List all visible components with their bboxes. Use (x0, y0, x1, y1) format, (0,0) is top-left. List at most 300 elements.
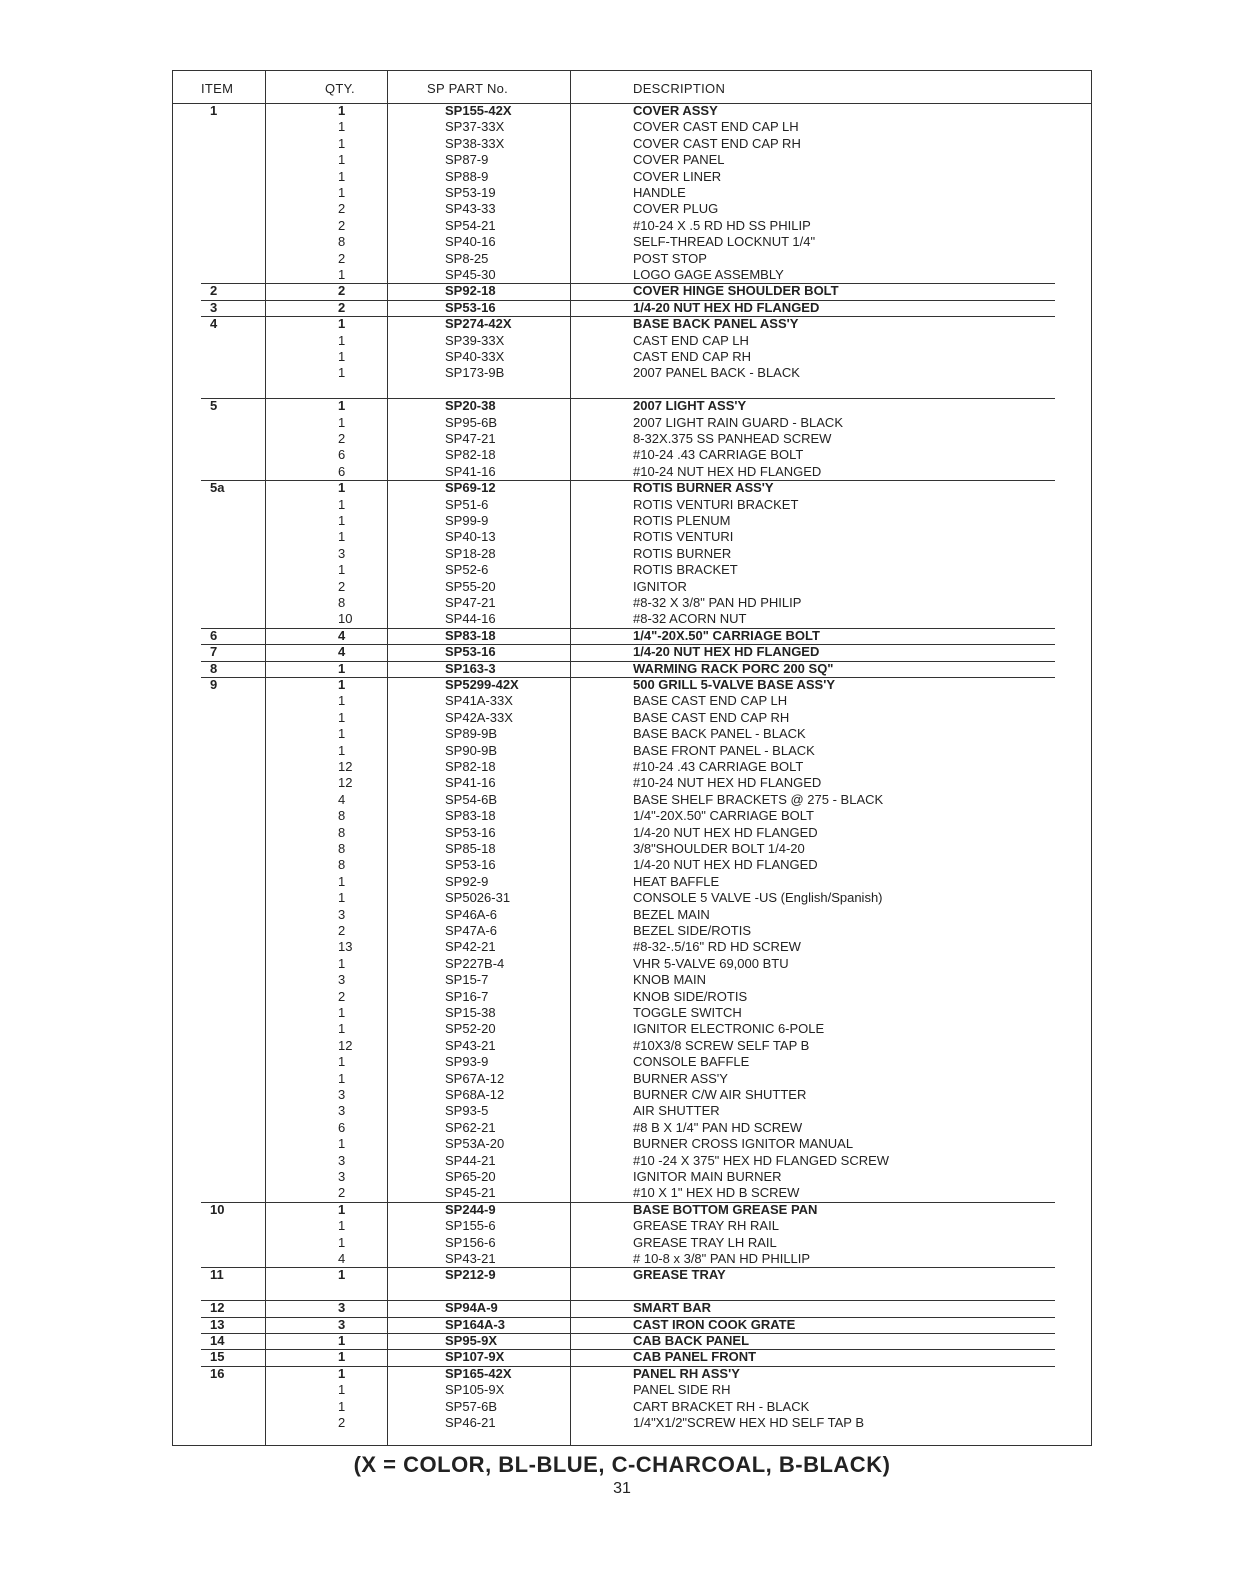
cell-description: CAST IRON COOK GRATE (633, 1316, 796, 1332)
cell-qty: 1 (338, 1398, 346, 1414)
cell-qty: 12 (338, 1037, 353, 1053)
cell-part-number: SP45-30 (445, 267, 496, 282)
cell-qty: 1 (338, 1349, 346, 1365)
cell-description: BURNER ASS'Y (633, 1070, 728, 1086)
cell-qty: 1 (338, 693, 346, 709)
cell-qty: 2 (338, 923, 346, 938)
cell-description: BURNER C/W AIR SHUTTER (633, 1087, 807, 1102)
cell-description: KNOB SIDE/ROTIS (633, 988, 748, 1004)
cell-qty: 1 (338, 726, 346, 742)
cell-description: #8-32-.5/16" RD HD SCREW (633, 939, 801, 955)
cell-part-number: SP69-12 (445, 480, 496, 496)
cell-item: 10 (210, 1201, 225, 1217)
cell-description: CONSOLE BAFFLE (633, 1054, 750, 1070)
table-row (173, 234, 1091, 250)
cell-part-number: SP42A-33X (445, 709, 513, 725)
table-row (173, 300, 1091, 316)
cell-part-number: SP52-6 (445, 562, 489, 578)
cell-description: COVER CAST END CAP RH (633, 135, 801, 151)
cell-qty: 8 (338, 808, 346, 824)
cell-description: COVER PLUG (633, 201, 719, 217)
table-row (173, 349, 1091, 365)
cell-qty: 10 (338, 611, 353, 627)
table-row (173, 1005, 1091, 1021)
cell-part-number: SP274-42X (445, 316, 512, 332)
cell-qty: 3 (338, 1316, 346, 1332)
table-row (173, 152, 1091, 168)
cell-part-number: SP47A-6 (445, 923, 498, 938)
cell-description: COVER CAST END CAP LH (633, 119, 799, 135)
table-row (173, 497, 1091, 513)
page-number: 31 (613, 1480, 631, 1497)
cell-part-number: SP107-9X (445, 1349, 505, 1365)
table-row (173, 743, 1091, 759)
cell-qty: 1 (338, 135, 346, 151)
cell-qty: 1 (338, 398, 346, 414)
cell-item: 8 (210, 660, 218, 676)
table-row (173, 1103, 1091, 1119)
cell-description: 1/4"-20X.50" CARRIAGE BOLT (633, 808, 814, 824)
cell-description: 2007 LIGHT ASS'Y (633, 398, 747, 414)
cell-qty: 1 (338, 1136, 346, 1152)
cell-part-number: SP164A-3 (445, 1316, 505, 1332)
table-row (173, 1415, 1091, 1431)
table-row (173, 726, 1091, 742)
cell-part-number: SP95-6B (445, 414, 498, 430)
cell-description: 2007 PANEL BACK - BLACK (633, 365, 800, 381)
cell-item: 13 (210, 1316, 225, 1332)
table-row (173, 1021, 1091, 1037)
cell-description: #10-24 NUT HEX HD FLANGED (633, 775, 822, 791)
cell-part-number: SP89-9B (445, 726, 498, 742)
cell-qty: 1 (338, 513, 346, 528)
cell-description: LOGO GAGE ASSEMBLY (633, 267, 784, 282)
table-row (173, 775, 1091, 791)
cell-qty: 1 (338, 267, 346, 282)
cell-description: #8-32 X 3/8" PAN HD PHILIP (633, 595, 802, 610)
table-row (173, 1300, 1091, 1316)
cell-description: CAB BACK PANEL (633, 1333, 750, 1348)
cell-qty: 1 (338, 414, 346, 430)
cell-qty: 1 (338, 1054, 346, 1070)
table-row (173, 431, 1091, 447)
table-row (173, 907, 1091, 923)
cell-description: CAB PANEL FRONT (633, 1349, 757, 1365)
cell-description: PANEL SIDE RH (633, 1382, 731, 1398)
table-row (173, 283, 1091, 299)
cell-qty: 2 (338, 299, 346, 315)
table-row (173, 136, 1091, 152)
cell-description: #10-24 X .5 RD HD SS PHILIP (633, 217, 811, 233)
cell-description: COVER PANEL (633, 152, 725, 168)
cell-part-number: SP165-42X (445, 1365, 512, 1381)
cell-part-number: SP82-18 (445, 447, 496, 463)
cell-description: ROTIS BRACKET (633, 562, 738, 578)
cell-qty: 1 (338, 103, 346, 118)
table-row (173, 365, 1091, 381)
table-row (173, 1284, 1091, 1300)
table-row (173, 1399, 1091, 1415)
table-row (173, 447, 1091, 463)
cell-part-number: SP92-9 (445, 873, 489, 889)
cell-qty: 4 (338, 644, 346, 660)
cell-qty: 1 (338, 349, 346, 364)
cell-qty: 1 (338, 119, 346, 135)
cell-part-number: SP155-42X (445, 103, 512, 118)
cell-part-number: SP53-16 (445, 644, 496, 660)
table-row (173, 546, 1091, 562)
table-row (173, 841, 1091, 857)
cell-description: 1/4-20 NUT HEX HD FLANGED (633, 299, 820, 315)
cell-part-number: SP5299-42X (445, 677, 519, 692)
header-part-number: SP PART No. (427, 81, 509, 96)
cell-part-number: SP57-6B (445, 1398, 498, 1414)
table-row (173, 825, 1091, 841)
table-row (173, 579, 1091, 595)
cell-part-number: SP156-6 (445, 1234, 496, 1250)
cell-qty: 1 (338, 185, 346, 200)
cell-qty: 1 (338, 529, 346, 545)
cell-part-number: SP44-21 (445, 1152, 496, 1168)
cell-qty: 1 (338, 1005, 346, 1020)
cell-part-number: SP83-18 (445, 808, 496, 824)
cell-qty: 1 (338, 890, 346, 906)
table-row (173, 1054, 1091, 1070)
cell-qty: 1 (338, 1267, 346, 1283)
cell-part-number: SP105-9X (445, 1382, 505, 1398)
cell-part-number: SP41A-33X (445, 693, 513, 709)
table-row (173, 415, 1091, 431)
cell-part-number: SP62-21 (445, 1119, 496, 1135)
cell-description: GREASE TRAY RH RAIL (633, 1218, 779, 1234)
header-description: DESCRIPTION (633, 81, 726, 96)
cell-description: ROTIS PLENUM (633, 513, 731, 528)
cell-qty: 1 (338, 496, 346, 512)
cell-description: HANDLE (633, 185, 686, 200)
table-row (173, 169, 1091, 185)
cell-part-number: SP54-21 (445, 217, 496, 233)
cell-description: TOGGLE SWITCH (633, 1005, 742, 1020)
cell-part-number: SP53-16 (445, 824, 496, 840)
cell-description: # 10-8 x 3/8" PAN HD PHILLIP (633, 1251, 811, 1266)
table-row (173, 1382, 1091, 1398)
cell-description: BEZEL SIDE/ROTIS (633, 923, 751, 938)
table-row (173, 611, 1091, 627)
cell-qty: 13 (338, 939, 353, 955)
cell-qty: 1 (338, 316, 346, 332)
cell-item: 5 (210, 398, 218, 414)
table-row (173, 644, 1091, 660)
cell-qty: 1 (338, 562, 346, 578)
cell-part-number: SP52-20 (445, 1021, 496, 1037)
cell-part-number: SP55-20 (445, 578, 496, 594)
cell-description: BASE CAST END CAP LH (633, 693, 788, 709)
table-row (173, 989, 1091, 1005)
cell-description: 500 GRILL 5-VALVE BASE ASS'Y (633, 677, 835, 692)
cell-part-number: SP227B-4 (445, 955, 505, 971)
cell-part-number: SP94A-9 (445, 1300, 498, 1316)
cell-item: 6 (210, 627, 218, 643)
cell-qty: 3 (338, 1300, 346, 1316)
cell-description: GREASE TRAY LH RAIL (633, 1234, 777, 1250)
table-row (173, 956, 1091, 972)
cell-description: 1/4-20 NUT HEX HD FLANGED (633, 824, 818, 840)
table-row (173, 1218, 1091, 1234)
table-row (173, 1317, 1091, 1333)
table-row (173, 1136, 1091, 1152)
cell-part-number: SP93-9 (445, 1054, 489, 1070)
cell-qty: 12 (338, 759, 353, 774)
cell-qty: 3 (338, 1152, 346, 1168)
cell-description: ROTIS BURNER (633, 545, 732, 561)
table-row (173, 464, 1091, 480)
cell-part-number: SP88-9 (445, 168, 489, 184)
cell-part-number: SP53A-20 (445, 1136, 505, 1152)
cell-description: BEZEL MAIN (633, 906, 710, 922)
table-row (173, 710, 1091, 726)
cell-qty: 1 (338, 332, 346, 348)
cell-item: 3 (210, 299, 218, 315)
cell-description: #10-24 .43 CARRIAGE BOLT (633, 447, 804, 463)
cell-description: BASE BACK PANEL - BLACK (633, 726, 806, 742)
header-qty: QTY. (325, 81, 355, 96)
table-row (173, 562, 1091, 578)
cell-qty: 4 (338, 1251, 346, 1266)
cell-qty: 2 (338, 250, 346, 266)
cell-description: BASE BACK PANEL ASS'Y (633, 316, 799, 332)
cell-part-number: SP15-7 (445, 972, 489, 988)
cell-part-number: SP92-18 (445, 283, 496, 299)
cell-part-number: SP67A-12 (445, 1070, 505, 1086)
table-row (173, 316, 1091, 332)
table-row (173, 267, 1091, 283)
table-row (173, 1038, 1091, 1054)
cell-qty: 1 (338, 1234, 346, 1250)
cell-item: 16 (210, 1365, 225, 1381)
cell-qty: 3 (338, 545, 346, 561)
table-row (173, 1267, 1091, 1283)
cell-qty: 6 (338, 1119, 346, 1135)
table-row (173, 218, 1091, 234)
cell-item: 14 (210, 1333, 225, 1348)
cell-qty: 6 (338, 463, 346, 479)
cell-qty: 3 (338, 1103, 346, 1119)
cell-item: 15 (210, 1349, 225, 1365)
cell-description: 1/4"X1/2"SCREW HEX HD SELF TAP B (633, 1415, 865, 1430)
cell-part-number: SP82-18 (445, 759, 496, 774)
cell-description: IGNITOR ELECTRONIC 6-POLE (633, 1021, 825, 1037)
cell-part-number: SP51-6 (445, 496, 489, 512)
cell-part-number: SP47-21 (445, 431, 496, 446)
cell-part-number: SP85-18 (445, 841, 496, 856)
table-row (173, 201, 1091, 217)
cell-item: 7 (210, 644, 218, 660)
cell-part-number: SP43-21 (445, 1251, 496, 1266)
cell-qty: 1 (338, 677, 346, 692)
table-row (173, 923, 1091, 939)
cell-description: 3/8"SHOULDER BOLT 1/4-20 (633, 841, 805, 856)
cell-part-number: SP44-16 (445, 611, 496, 627)
cell-part-number: SP93-5 (445, 1103, 489, 1119)
cell-qty: 1 (338, 1070, 346, 1086)
table-row (173, 103, 1091, 119)
cell-description: #8-32 ACORN NUT (633, 611, 747, 627)
cell-qty: 3 (338, 1087, 346, 1102)
cell-qty: 8 (338, 824, 346, 840)
cell-part-number: SP15-38 (445, 1005, 496, 1020)
parts-list-table (172, 70, 1092, 1446)
cell-qty: 1 (338, 1365, 346, 1381)
cell-part-number: SP244-9 (445, 1201, 496, 1217)
table-row (173, 661, 1091, 677)
cell-qty: 2 (338, 1415, 346, 1430)
cell-description: ROTIS VENTURI BRACKET (633, 496, 799, 512)
cell-part-number: SP41-16 (445, 463, 496, 479)
cell-description: #10 X 1" HEX HD B SCREW (633, 1185, 800, 1201)
cell-part-number: SP40-16 (445, 234, 496, 250)
cell-item: 4 (210, 316, 218, 332)
cell-item: 9 (210, 677, 218, 692)
cell-part-number: SP37-33X (445, 119, 505, 135)
table-row (173, 1169, 1091, 1185)
table-row (173, 595, 1091, 611)
table-row (173, 529, 1091, 545)
cell-description: #8 B X 1/4" PAN HD SCREW (633, 1119, 803, 1135)
cell-part-number: SP45-21 (445, 1185, 496, 1201)
cell-description: #10-24 NUT HEX HD FLANGED (633, 463, 822, 479)
cell-description: COVER LINER (633, 168, 722, 184)
cell-description: BURNER CROSS IGNITOR MANUAL (633, 1136, 854, 1152)
cell-part-number: SP90-9B (445, 742, 498, 758)
table-row (173, 874, 1091, 890)
cell-qty: 8 (338, 841, 346, 856)
cell-part-number: SP40-33X (445, 349, 505, 364)
table-row (173, 251, 1091, 267)
cell-qty: 1 (338, 955, 346, 971)
table-row (173, 693, 1091, 709)
cell-qty: 1 (338, 742, 346, 758)
table-row (173, 1185, 1091, 1201)
cell-part-number: SP41-16 (445, 775, 496, 791)
cell-description: #10-24 .43 CARRIAGE BOLT (633, 759, 804, 774)
table-header (173, 71, 1091, 104)
cell-description: AIR SHUTTER (633, 1103, 720, 1119)
cell-description: ROTIS BURNER ASS'Y (633, 480, 774, 496)
cell-description: POST STOP (633, 250, 707, 266)
table-row (173, 480, 1091, 496)
table-row (173, 1235, 1091, 1251)
cell-part-number: SP47-21 (445, 595, 496, 610)
cell-qty: 1 (338, 709, 346, 725)
cell-item: 5a (210, 480, 225, 496)
cell-qty: 3 (338, 972, 346, 988)
cell-part-number: SP46A-6 (445, 906, 498, 922)
cell-part-number: SP38-33X (445, 135, 505, 151)
cell-qty: 1 (338, 1201, 346, 1217)
cell-qty: 2 (338, 283, 346, 299)
cell-part-number: SP53-16 (445, 299, 496, 315)
cell-description: SMART BAR (633, 1300, 711, 1316)
cell-description: #10X3/8 SCREW SELF TAP B (633, 1037, 810, 1053)
cell-qty: 4 (338, 627, 346, 643)
cell-item: 1 (210, 103, 218, 118)
cell-part-number: SP83-18 (445, 627, 496, 643)
cell-description: GREASE TRAY (633, 1267, 726, 1283)
cell-description: CART BRACKET RH - BLACK (633, 1398, 810, 1414)
cell-description: 2007 LIGHT RAIN GUARD - BLACK (633, 414, 843, 430)
cell-part-number: SP99-9 (445, 513, 489, 528)
cell-item: 12 (210, 1300, 225, 1316)
cell-description: CAST END CAP RH (633, 349, 751, 364)
color-legend: (X = COLOR, BL-BLUE, C-CHARCOAL, B-BLACK) (353, 1452, 891, 1477)
cell-description: WARMING RACK PORC 200 SQ" (633, 660, 834, 676)
table-row (173, 792, 1091, 808)
cell-qty: 1 (338, 480, 346, 496)
cell-part-number: SP5026-31 (445, 890, 511, 906)
cell-part-number: SP46-21 (445, 1415, 496, 1430)
cell-qty: 8 (338, 595, 346, 610)
table-row (173, 1349, 1091, 1365)
table-row (173, 1366, 1091, 1382)
cell-description: BASE FRONT PANEL - BLACK (633, 742, 815, 758)
cell-description: #10 -24 X 375" HEX HD FLANGED SCREW (633, 1152, 890, 1168)
table-row (173, 1153, 1091, 1169)
table-row (173, 119, 1091, 135)
cell-qty: 2 (338, 988, 346, 1004)
table-row (173, 1120, 1091, 1136)
cell-description: IGNITOR (633, 578, 687, 594)
cell-qty: 1 (338, 365, 346, 381)
table-row (173, 677, 1091, 693)
table-row (173, 382, 1091, 398)
cell-description: VHR 5-VALVE 69,000 BTU (633, 955, 789, 971)
cell-description: KNOB MAIN (633, 972, 706, 988)
cell-part-number: SP212-9 (445, 1267, 496, 1283)
cell-qty: 1 (338, 1021, 346, 1037)
table-row (173, 857, 1091, 873)
cell-qty: 1 (338, 873, 346, 889)
cell-part-number: SP39-33X (445, 332, 505, 348)
cell-description: COVER ASSY (633, 103, 718, 118)
cell-description: 1/4-20 NUT HEX HD FLANGED (633, 644, 820, 660)
table-row (173, 1202, 1091, 1218)
table-row (173, 628, 1091, 644)
table-row (173, 1071, 1091, 1087)
cell-description: CONSOLE 5 VALVE -US (English/Spanish) (633, 890, 883, 906)
cell-qty: 8 (338, 234, 346, 250)
cell-qty: 2 (338, 217, 346, 233)
cell-part-number: SP53-16 (445, 857, 496, 873)
cell-part-number: SP42-21 (445, 939, 496, 955)
table-row (173, 808, 1091, 824)
table-row (173, 398, 1091, 414)
cell-qty: 8 (338, 857, 346, 873)
cell-qty: 2 (338, 431, 346, 446)
cell-description: SELF-THREAD LOCKNUT 1/4" (633, 234, 816, 250)
cell-qty: 1 (338, 660, 346, 676)
cell-description: 8-32X.375 SS PANHEAD SCREW (633, 431, 832, 446)
cell-part-number: SP43-21 (445, 1037, 496, 1053)
cell-part-number: SP8-25 (445, 250, 489, 266)
cell-qty: 1 (338, 168, 346, 184)
table-row (173, 939, 1091, 955)
table-row (173, 1251, 1091, 1267)
cell-description: ROTIS VENTURI (633, 529, 734, 545)
cell-qty: 2 (338, 201, 346, 217)
cell-part-number: SP65-20 (445, 1169, 496, 1184)
cell-description: BASE CAST END CAP RH (633, 709, 790, 725)
cell-part-number: SP155-6 (445, 1218, 496, 1234)
